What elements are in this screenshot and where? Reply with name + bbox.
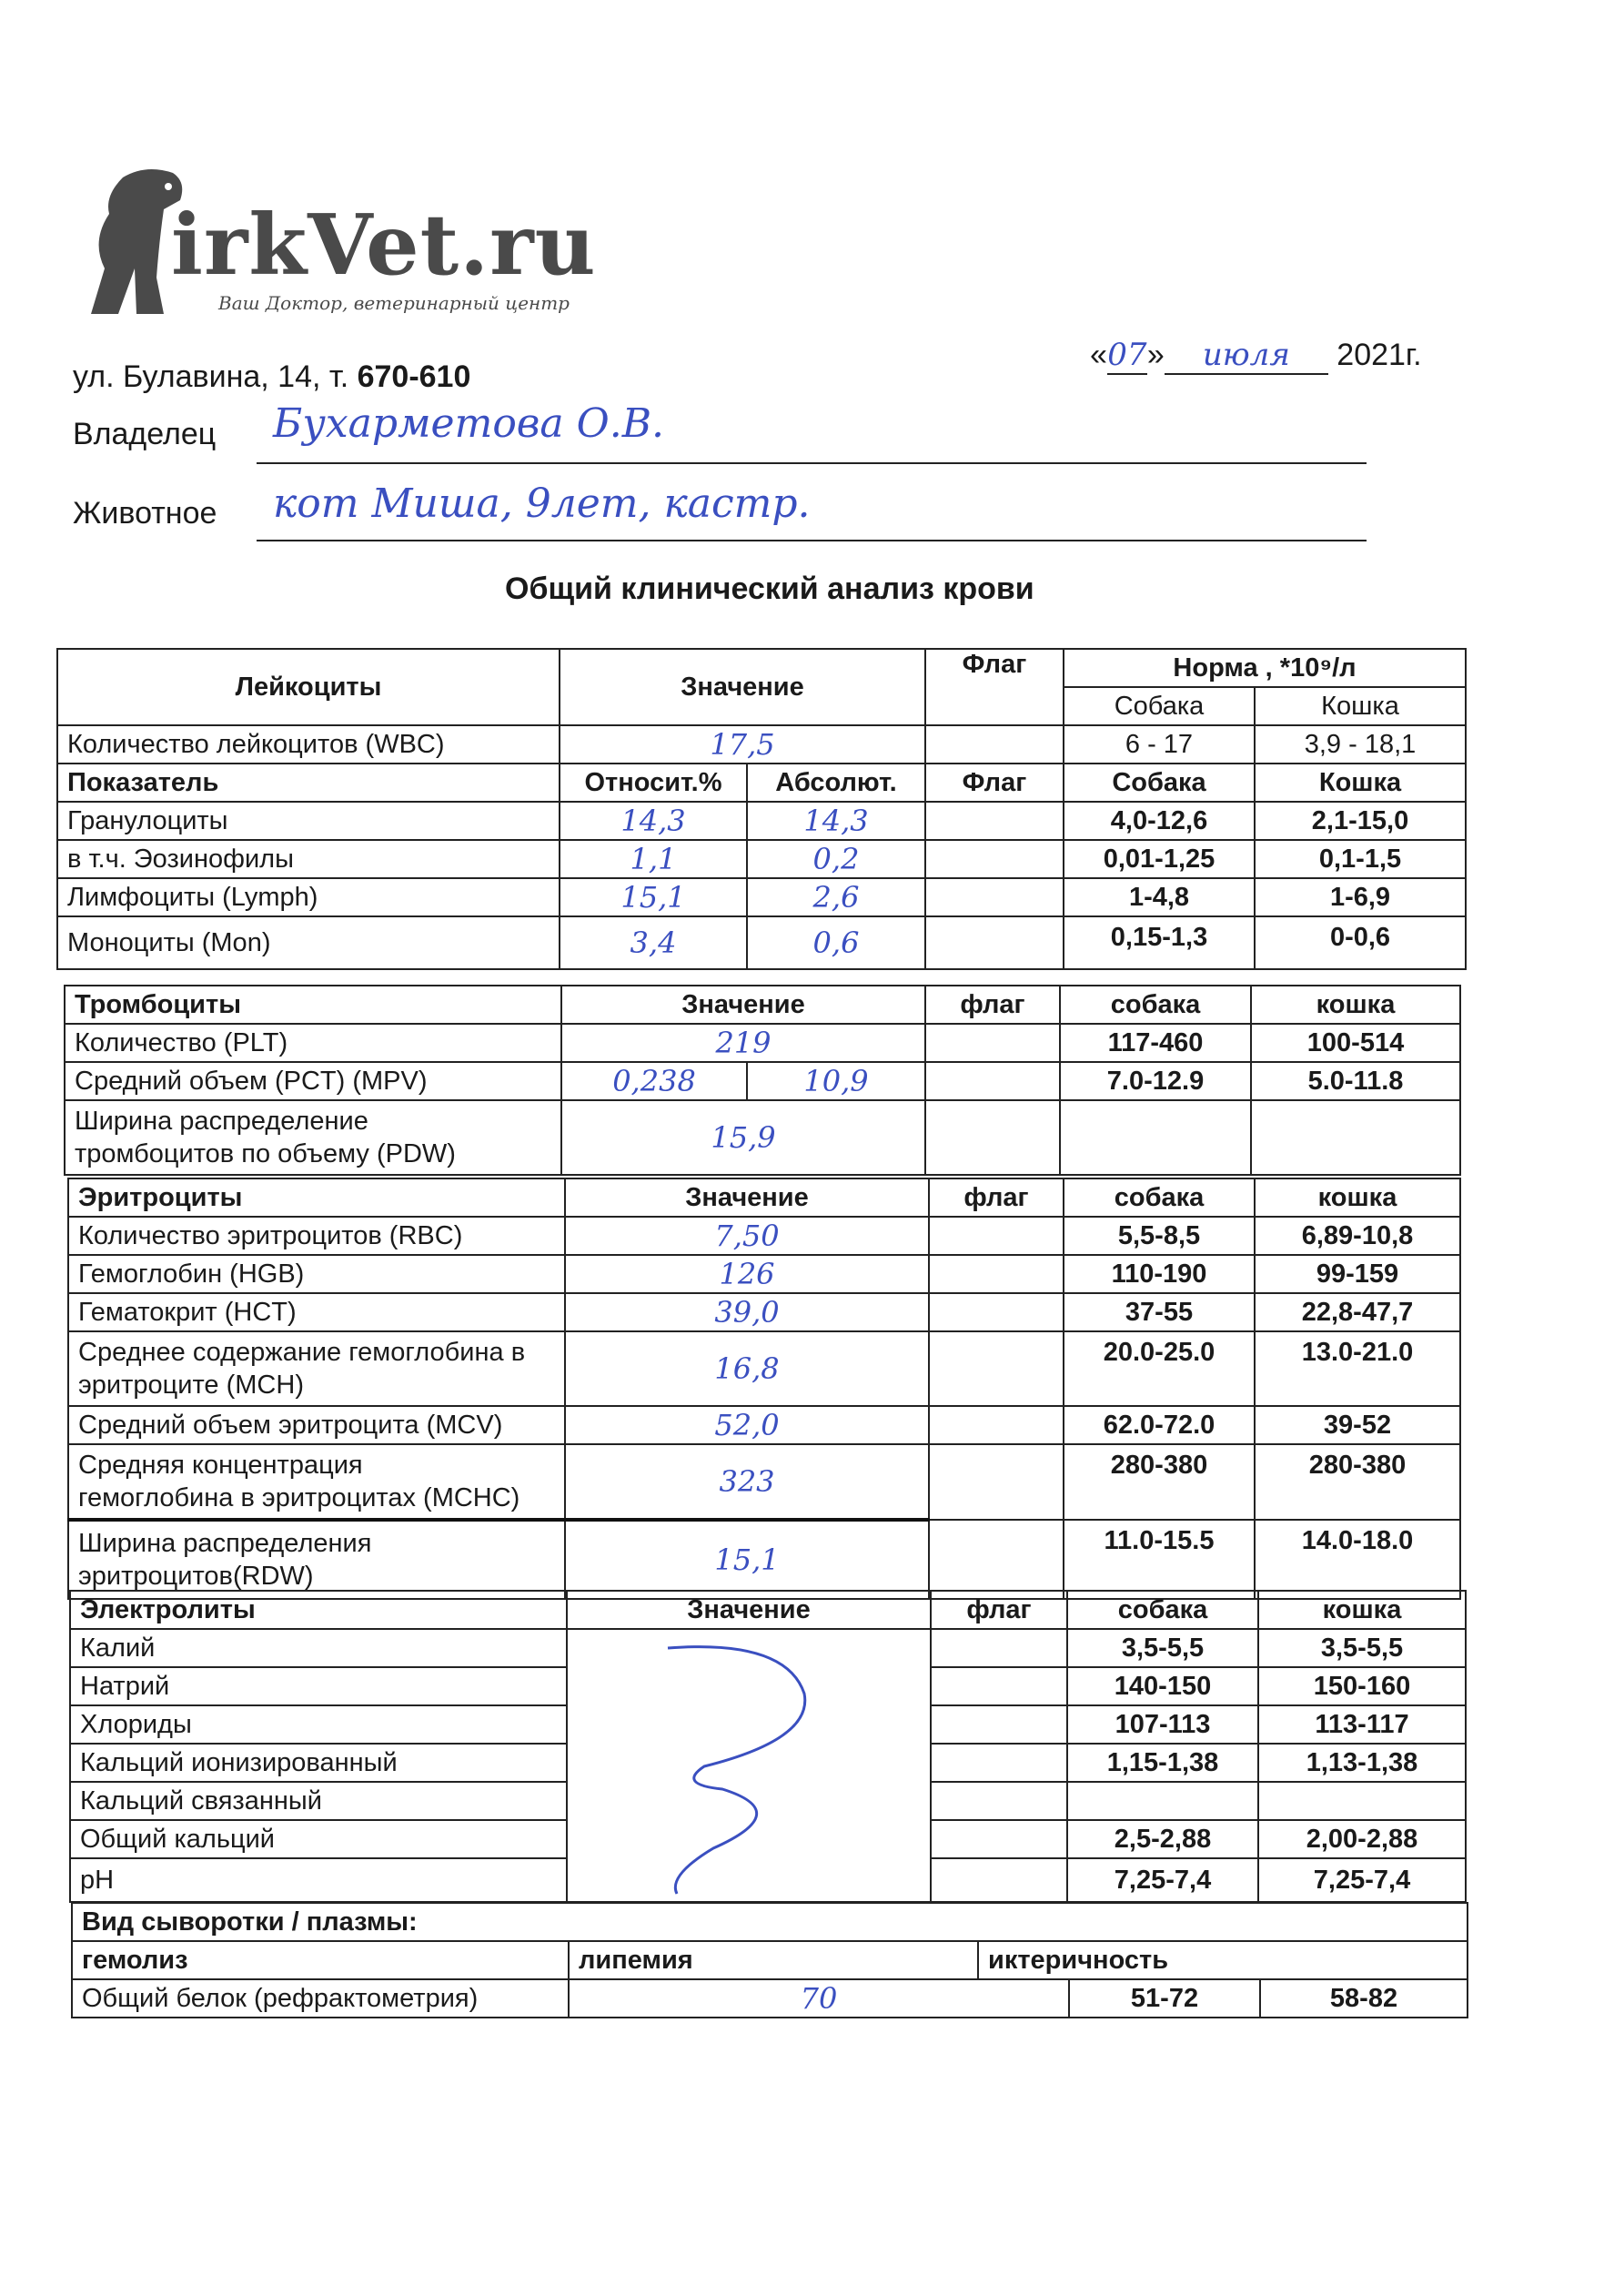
table-row (65, 1100, 1460, 1175)
row-dog-norm: 0,01-1,25 (1064, 840, 1255, 878)
erythrocytes-header-row (68, 1178, 1460, 1217)
row-value: 7,50 (565, 1217, 929, 1255)
row-dog-norm: 1-4,8 (1064, 878, 1255, 916)
table-row (70, 1629, 1466, 1667)
mchc-cat-norm: 280-380 (1255, 1444, 1460, 1520)
protein-name: Общий белок (рефрактометрия) (72, 1979, 569, 2018)
plt-cat-norm: 100-514 (1251, 1024, 1460, 1062)
row-dog-norm (1067, 1782, 1258, 1820)
electrolytes-cat-header: кошка (1258, 1591, 1466, 1629)
table-row (68, 1217, 1460, 1255)
row-name: в т.ч. Эозинофилы (57, 840, 560, 878)
row-cat-norm: 7,25-7,4 (1258, 1858, 1466, 1902)
mchc-name (68, 1444, 565, 1520)
row-flag (925, 840, 1064, 878)
table-row (68, 1255, 1460, 1293)
row-name: Лимфоциты (Lymph) (57, 878, 560, 916)
value-header: Значение (560, 649, 925, 725)
erythrocytes-cat-header: кошка (1255, 1178, 1460, 1217)
pdw-flag (925, 1100, 1060, 1175)
protein-value: 70 (569, 1979, 1069, 2018)
row-flag (931, 1858, 1067, 1902)
mch-name-line1: Среднее содержание гемоглобина в (78, 1338, 526, 1367)
row-flag (931, 1744, 1067, 1782)
table-row (57, 840, 1466, 878)
pct-value: 0,238 (561, 1062, 747, 1100)
cat-header: Кошка (1255, 687, 1466, 725)
rdw-dog-norm: 11.0-15.5 (1064, 1520, 1255, 1599)
table-row (68, 1520, 1460, 1599)
serum-options-row (72, 1941, 1468, 1979)
row-cat-norm: 0,1-1,5 (1255, 840, 1466, 878)
serum-header-row (72, 1903, 1468, 1941)
serum-table (71, 1902, 1468, 2018)
row-dog-norm: 3,5-5,5 (1067, 1629, 1258, 1667)
row-relative: 1,1 (560, 840, 747, 878)
electrolytes-table (69, 1590, 1467, 1903)
row-cat-norm: 0-0,6 (1255, 916, 1466, 969)
mch-flag (929, 1331, 1064, 1406)
erythrocytes-flag-header: флаг (929, 1178, 1064, 1217)
row-flag (929, 1217, 1064, 1255)
table-row (65, 1062, 1460, 1100)
row-name: Калий (70, 1629, 567, 1667)
electrolytes-value-header: Значение (567, 1591, 931, 1629)
row-relative: 14,3 (560, 802, 747, 840)
row-value: 126 (565, 1255, 929, 1293)
mchc-name-line1: Средняя концентрация (78, 1451, 363, 1480)
mch-cat-norm: 13.0-21.0 (1255, 1331, 1460, 1406)
mcv-value: 52,0 (565, 1406, 929, 1444)
indicator-header-row (57, 764, 1466, 802)
table-row (68, 1406, 1460, 1444)
row-name: Общий кальций (70, 1820, 567, 1858)
sub-cat-header: Кошка (1255, 764, 1466, 802)
row-dog-norm: 4,0-12,6 (1064, 802, 1255, 840)
table-row (57, 878, 1466, 916)
row-name: Количество эритроцитов (RBC) (68, 1217, 565, 1255)
rdw-name-line2: эритроцитов(RDW) (78, 1562, 314, 1591)
clinic-address (73, 359, 470, 395)
row-relative: 3,4 (560, 916, 747, 969)
leukocytes-header-row (57, 649, 1466, 687)
row-cat-norm: 1-6,9 (1255, 878, 1466, 916)
mchc-dog-norm: 280-380 (1064, 1444, 1255, 1520)
pdw-cat-norm (1251, 1100, 1460, 1175)
leukocytes-header: Лейкоциты (57, 649, 560, 725)
row-name: Натрий (70, 1667, 567, 1705)
row-absolute: 14,3 (747, 802, 925, 840)
platelets-table (64, 985, 1461, 1176)
mch-name-line2: эритроците (MCH) (78, 1371, 304, 1400)
rdw-name-line1: Ширина распределения (78, 1529, 372, 1558)
table-row (68, 1444, 1460, 1520)
icterus-text: иктеричность (988, 1945, 1169, 1975)
platelets-flag-header: флаг (925, 986, 1060, 1024)
mpv-value: 10,9 (747, 1062, 925, 1100)
mchc-flag (929, 1444, 1064, 1520)
rdw-cat-norm: 14.0-18.0 (1255, 1520, 1460, 1599)
pdw-name (65, 1100, 561, 1175)
plt-name: Количество (PLT) (65, 1024, 561, 1062)
row-name: Кальций ионизированный (70, 1744, 567, 1782)
plt-value: 219 (561, 1024, 925, 1062)
row-name: Гематокрит (HCT) (68, 1293, 565, 1331)
logo-text: irkVet.ru (171, 196, 597, 294)
mch-name (68, 1331, 565, 1406)
platelets-value-header: Значение (561, 986, 925, 1024)
table-row (65, 1024, 1460, 1062)
protein-dog-norm: 51-72 (1069, 1979, 1260, 2018)
row-flag (925, 802, 1064, 840)
mchc-name-line2: гемоглобина в эритроцитах (MCHC) (78, 1483, 520, 1512)
row-name: Хлориды (70, 1705, 567, 1744)
sub-dog-header: Собака (1064, 764, 1255, 802)
date-year: 2021г. (1337, 338, 1422, 372)
row-dog-norm: 37-55 (1064, 1293, 1255, 1331)
row-cat-norm: 150-160 (1258, 1667, 1466, 1705)
rdw-value: 15,1 (565, 1520, 929, 1599)
row-absolute: 2,6 (747, 878, 925, 916)
row-name: pH (70, 1858, 567, 1902)
owner-value: Бухарметова О.В. (273, 400, 665, 447)
erythrocytes-table (67, 1178, 1461, 1600)
electrolytes-value-cell (567, 1629, 931, 1902)
mcv-cat-norm: 39-52 (1255, 1406, 1460, 1444)
row-dog-norm: 7,25-7,4 (1067, 1858, 1258, 1902)
protein-cat-norm: 58-82 (1260, 1979, 1468, 2018)
mcv-dog-norm: 62.0-72.0 (1064, 1406, 1255, 1444)
wbc-row (57, 725, 1466, 764)
lipemia-text: липемия (579, 1945, 693, 1975)
pdw-dog-norm (1060, 1100, 1251, 1175)
flag-header: Флаг (925, 649, 1064, 725)
row-flag (931, 1667, 1067, 1705)
row-value: 39,0 (565, 1293, 929, 1331)
mch-dog-norm: 20.0-25.0 (1064, 1331, 1255, 1406)
plt-flag (925, 1024, 1060, 1062)
serum-label: Вид сыворотки / плазмы: (72, 1903, 1468, 1941)
mcv-flag (929, 1406, 1064, 1444)
electrolytes-flag-header: флаг (931, 1591, 1067, 1629)
date-close-quote: » (1146, 338, 1165, 372)
row-cat-norm: 6,89-10,8 (1255, 1217, 1460, 1255)
animal-value: кот Миша, 9лет, кастр. (273, 480, 811, 527)
animal-label: Животное (73, 496, 217, 531)
row-name: Моноциты (Mon) (57, 916, 560, 969)
leukocytes-table (56, 648, 1467, 970)
row-dog-norm: 0,15-1,3 (1064, 916, 1255, 969)
mchc-value: 323 (565, 1444, 929, 1520)
crossed-out-mark (568, 1630, 931, 1902)
page-title: Общий клинический анализ крови (505, 571, 1034, 606)
row-dog-norm: 2,5-2,88 (1067, 1820, 1258, 1858)
row-flag (929, 1255, 1064, 1293)
platelets-header-row (65, 986, 1460, 1024)
row-cat-norm: 99-159 (1255, 1255, 1460, 1293)
electrolytes-header-row (70, 1591, 1466, 1629)
lipemia-label (569, 1941, 978, 1979)
logo-subtitle: Ваш Доктор, ветеринарный центр (218, 292, 570, 314)
row-dog-norm: 110-190 (1064, 1255, 1255, 1293)
mpv-name: Средний объем (PCT) (MPV) (65, 1062, 561, 1100)
platelets-cat-header: кошка (1251, 986, 1460, 1024)
row-flag (925, 916, 1064, 969)
wbc-flag (925, 725, 1064, 764)
mpv-flag (925, 1062, 1060, 1100)
indicator-header: Показатель (57, 764, 560, 802)
row-name: Гранулоциты (57, 802, 560, 840)
row-name: Кальций связанный (70, 1782, 567, 1820)
pdw-value: 15,9 (561, 1100, 925, 1175)
relative-header: Относит.% (560, 764, 747, 802)
row-flag (931, 1705, 1067, 1744)
electrolytes-header: Электролиты (70, 1591, 567, 1629)
date-field (1090, 337, 1422, 375)
hemolysis-label (72, 1941, 569, 1979)
row-dog-norm: 140-150 (1067, 1667, 1258, 1705)
clinic-logo (73, 159, 597, 323)
dog-header: Собака (1064, 687, 1255, 725)
row-dog-norm: 5,5-8,5 (1064, 1217, 1255, 1255)
row-flag (931, 1782, 1067, 1820)
protein-row (72, 1979, 1468, 2018)
platelets-dog-header: собака (1060, 986, 1251, 1024)
absolute-header: Абсолют. (747, 764, 925, 802)
erythrocytes-value-header: Значение (565, 1178, 929, 1217)
date-day: 07 (1107, 337, 1147, 373)
rdw-flag (929, 1520, 1064, 1599)
mpv-dog-norm: 7.0-12.9 (1060, 1062, 1251, 1100)
row-name: Гемоглобин (HGB) (68, 1255, 565, 1293)
erythrocytes-dog-header: собака (1064, 1178, 1255, 1217)
pdw-name-line1: Ширина распределение (75, 1107, 368, 1136)
icterus-label (978, 1941, 1468, 1979)
date-open-quote: « (1090, 338, 1107, 372)
row-cat-norm: 2,1-15,0 (1255, 802, 1466, 840)
table-row (68, 1293, 1460, 1331)
row-absolute: 0,6 (747, 916, 925, 969)
wbc-dog-norm: 6 - 17 (1064, 725, 1255, 764)
mch-value: 16,8 (565, 1331, 929, 1406)
plt-dog-norm: 117-460 (1060, 1024, 1251, 1062)
row-flag (931, 1820, 1067, 1858)
sub-flag-header: Флаг (925, 764, 1064, 802)
mcv-name: Средний объем эритроцита (MCV) (68, 1406, 565, 1444)
phone-number: 670-610 (357, 359, 471, 394)
row-flag (925, 878, 1064, 916)
row-cat-norm: 3,5-5,5 (1258, 1629, 1466, 1667)
row-cat-norm: 113-117 (1258, 1705, 1466, 1744)
rdw-name (68, 1520, 565, 1599)
erythrocytes-header: Эритроциты (68, 1178, 565, 1217)
electrolytes-dog-header: собака (1067, 1591, 1258, 1629)
row-cat-norm (1258, 1782, 1466, 1820)
wbc-cat-norm: 3,9 - 18,1 (1255, 725, 1466, 764)
hemolysis-text: гемолиз (82, 1945, 188, 1975)
row-cat-norm: 2,00-2,88 (1258, 1820, 1466, 1858)
table-row (68, 1331, 1460, 1406)
owner-label: Владелец (73, 417, 217, 451)
row-cat-norm: 22,8-47,7 (1255, 1293, 1460, 1331)
row-flag (929, 1293, 1064, 1331)
table-row (57, 802, 1466, 840)
address-text: ул. Булавина, 14, т. (73, 359, 358, 394)
mpv-cat-norm: 5.0-11.8 (1251, 1062, 1460, 1100)
row-dog-norm: 1,15-1,38 (1067, 1744, 1258, 1782)
row-relative: 15,1 (560, 878, 747, 916)
platelets-header: Тромбоциты (65, 986, 561, 1024)
table-row (57, 916, 1466, 969)
date-month: июля (1165, 337, 1328, 375)
row-dog-norm: 107-113 (1067, 1705, 1258, 1744)
norm-header: Норма , *10⁹/л (1064, 649, 1466, 687)
wbc-name: Количество лейкоцитов (WBC) (57, 725, 560, 764)
row-absolute: 0,2 (747, 840, 925, 878)
row-flag (931, 1629, 1067, 1667)
wbc-value: 17,5 (560, 725, 925, 764)
row-cat-norm: 1,13-1,38 (1258, 1744, 1466, 1782)
pdw-name-line2: тромбоцитов по объему (PDW) (75, 1139, 456, 1168)
